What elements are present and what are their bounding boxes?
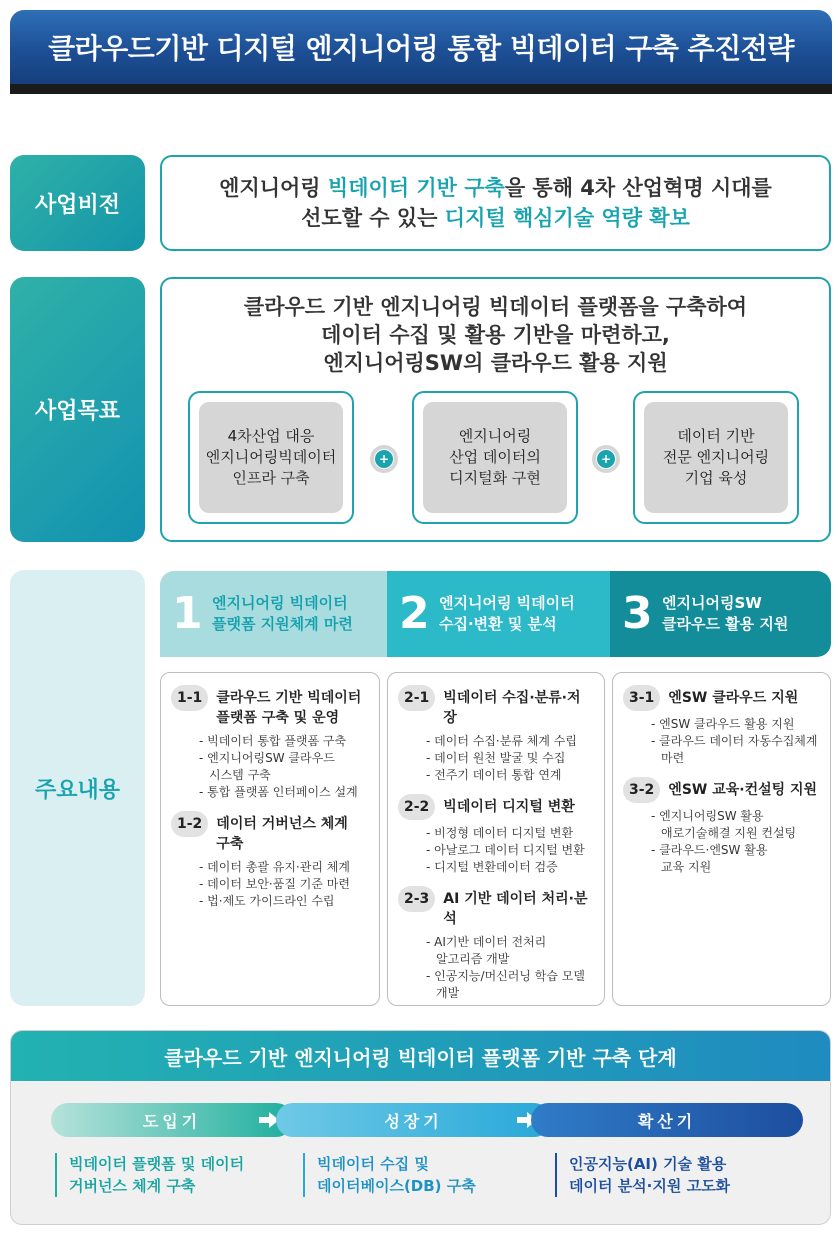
bullet-line: 전주기 데이터 통합 연계 bbox=[434, 768, 562, 782]
bullet-line: 디지털 변환데이터 검증 bbox=[434, 860, 558, 874]
item-bullets bbox=[199, 733, 369, 801]
item-title-line: AI 기반 데이터 처리·분석 bbox=[443, 891, 588, 927]
tab-number: 3 bbox=[622, 588, 653, 639]
tab-title-line: 클라우드 활용 지원 bbox=[662, 615, 789, 633]
content-item bbox=[623, 685, 820, 767]
content-item bbox=[623, 777, 820, 876]
item-title bbox=[443, 886, 594, 929]
item-bullets bbox=[426, 733, 594, 784]
content-column-1 bbox=[160, 672, 380, 1006]
bullet-line: 마련 bbox=[661, 751, 685, 765]
plus-symbol: + bbox=[375, 450, 393, 468]
phase-section bbox=[10, 1030, 831, 1225]
goal-card-line: 기업 육성 bbox=[684, 469, 748, 487]
bullet-item bbox=[426, 842, 594, 859]
bullet-line: 아날로그 데이터 디지털 변환 bbox=[434, 843, 585, 857]
goal-line: 데이터 수집 및 활용 기반을 마련하고, bbox=[321, 323, 670, 347]
content-item-head bbox=[171, 685, 369, 728]
content-column-2 bbox=[387, 672, 605, 1006]
bullet-item bbox=[651, 808, 820, 842]
bullet-line: 데이터 수집·분류 체계 수립 bbox=[434, 734, 577, 748]
bullet-item bbox=[199, 750, 369, 784]
stage-intro bbox=[51, 1103, 293, 1137]
bullet-line: 엔지니어링SW 활용 bbox=[659, 809, 764, 823]
label-vision: 사업비전 bbox=[10, 155, 145, 251]
item-title-line: 빅데이터 수집·분류·저장 bbox=[443, 690, 581, 726]
bullet-line: 클라우드·엔SW 활용 bbox=[659, 843, 768, 857]
content-item-head bbox=[623, 685, 820, 711]
item-title bbox=[668, 777, 817, 800]
vision-text: 선도할 수 있는 bbox=[301, 206, 445, 230]
bullet-line: 데이터 원천 발굴 및 수집 bbox=[434, 751, 566, 765]
content-item bbox=[171, 811, 369, 910]
tab-title-line: 엔지니어링 빅데이터 bbox=[212, 594, 348, 612]
goal-card-line: 산업 데이터의 bbox=[449, 448, 541, 466]
item-bullets bbox=[651, 716, 820, 767]
bullet-item bbox=[426, 733, 594, 750]
item-title-line: 플랫폼 구축 및 운영 bbox=[216, 710, 340, 726]
vision-line-2 bbox=[301, 203, 690, 233]
goal-card-1 bbox=[188, 391, 354, 524]
content-item bbox=[171, 685, 369, 801]
stage-desc-line: 빅데이터 수집 및 bbox=[317, 1155, 429, 1173]
item-bullets bbox=[426, 825, 594, 876]
goal-card-2 bbox=[412, 391, 578, 524]
bullet-item bbox=[426, 859, 594, 876]
item-bullets bbox=[199, 859, 369, 910]
content-item-head bbox=[171, 811, 369, 854]
bullet-line: 비정형 데이터 디지털 변환 bbox=[434, 826, 574, 840]
bullet-line: 법·제도 가이드라인 수립 bbox=[207, 894, 335, 908]
bullet-item bbox=[651, 716, 820, 733]
item-number-badge: 2-3 bbox=[398, 886, 435, 912]
goal-card-line: 데이터 기반 bbox=[677, 427, 755, 445]
tab-title bbox=[212, 593, 353, 635]
tab-title bbox=[439, 593, 575, 635]
goal-card-line: 인프라 구축 bbox=[232, 469, 310, 487]
item-title bbox=[443, 685, 594, 728]
stage-name: 성장기 bbox=[384, 1111, 443, 1131]
content-item-head bbox=[398, 886, 594, 929]
bullet-item bbox=[199, 876, 369, 893]
content-item-head bbox=[398, 794, 594, 820]
vision-highlight: 빅데이터 기반 구축 bbox=[327, 176, 505, 200]
vision-text: 을 통해 4차 산업혁명 시대를 bbox=[504, 176, 772, 200]
tab-title-line: 엔지니어링 빅데이터 bbox=[439, 594, 575, 612]
bullet-item bbox=[199, 859, 369, 876]
content-item bbox=[398, 794, 594, 876]
bullet-line: 교육 지원 bbox=[661, 860, 712, 874]
plus-icon bbox=[370, 445, 398, 473]
label-content: 주요내용 bbox=[10, 570, 145, 1006]
item-number-badge: 1-1 bbox=[171, 685, 208, 711]
item-title-line: 클라우드 기반 빅데이터 bbox=[216, 690, 362, 706]
content-item-head bbox=[398, 685, 594, 728]
content-item bbox=[398, 685, 594, 784]
bullet-line: 알고리즘 개발 bbox=[436, 952, 510, 966]
bullet-item bbox=[426, 767, 594, 784]
content-item-head bbox=[623, 777, 820, 803]
bullet-line: 빅데이터 통합 플랫폼 구축 bbox=[207, 734, 347, 748]
goal-card-inner bbox=[644, 402, 788, 513]
strategy-tab-2 bbox=[387, 571, 613, 657]
item-title-line: 구축 bbox=[216, 836, 244, 852]
goal-card-line: 4차산업 대응 bbox=[227, 427, 315, 445]
strategy-tab-3 bbox=[610, 571, 831, 657]
bullet-line: 애로기술해결 지원 컨설팅 bbox=[661, 826, 797, 840]
item-number-badge: 2-1 bbox=[398, 685, 435, 711]
bullet-line: 데이터 보안·품질 기준 마련 bbox=[207, 877, 350, 891]
bullet-line: 클라우드 데이터 자동수집체계 bbox=[659, 734, 818, 748]
content-column-3 bbox=[612, 672, 831, 1006]
stage-expansion-desc bbox=[555, 1153, 730, 1197]
goal-box bbox=[160, 277, 831, 542]
item-number-badge: 2-2 bbox=[398, 794, 435, 820]
item-number-badge: 3-1 bbox=[623, 685, 660, 711]
bullet-line: 개발 bbox=[436, 986, 460, 1000]
item-number-badge: 1-2 bbox=[171, 811, 208, 837]
goal-line: 클라우드 기반 엔지니어링 빅데이터 플랫폼을 구축하여 bbox=[243, 295, 748, 319]
goal-card-line: 디지털화 구현 bbox=[449, 469, 541, 487]
item-title-line: 빅데이터 디지털 변환 bbox=[443, 799, 575, 815]
bullet-line: 통합 플랫폼 인터페이스 설계 bbox=[207, 785, 358, 799]
bullet-line: 엔지니어링SW 클라우드 bbox=[207, 751, 335, 765]
item-bullets bbox=[651, 808, 820, 876]
bullet-line: AI기반 데이터 전처리 bbox=[434, 935, 547, 949]
vision-text: 엔지니어링 bbox=[219, 176, 328, 200]
page-title: 클라우드기반 디지털 엔지니어링 통합 빅데이터 구축 추진전략 bbox=[48, 32, 794, 65]
item-bullets bbox=[426, 934, 594, 1002]
stage-growth bbox=[276, 1103, 551, 1137]
item-title bbox=[216, 685, 361, 728]
bullet-item bbox=[199, 784, 369, 801]
item-title-line: 엔SW 교육·컨설팅 지원 bbox=[668, 782, 818, 798]
vision-highlight: 디지털 핵심기술 역량 확보 bbox=[444, 206, 690, 230]
bullet-item bbox=[651, 842, 820, 876]
stage-desc-line: 데이터베이스(DB) 구축 bbox=[317, 1177, 476, 1195]
tab-title-line: 엔지니어링SW bbox=[662, 594, 762, 612]
vision-line-1 bbox=[219, 173, 772, 203]
stage-name: 확산기 bbox=[637, 1111, 697, 1131]
goal-card-3 bbox=[633, 391, 799, 524]
bullet-line: 인공지능/머신러닝 학습 모델 bbox=[434, 969, 585, 983]
stage-expansion bbox=[531, 1103, 803, 1137]
item-title-line: 엔SW 클라우드 지원 bbox=[668, 690, 799, 706]
goal-statement bbox=[162, 293, 829, 377]
strategy-tab-1 bbox=[160, 571, 390, 657]
header-underline bbox=[10, 84, 832, 94]
tab-title bbox=[662, 593, 788, 635]
bullet-item bbox=[426, 968, 594, 1002]
goal-card-line: 엔지니어링 bbox=[458, 427, 532, 445]
goal-card-inner bbox=[423, 402, 567, 513]
bullet-item bbox=[651, 733, 820, 767]
stage-desc-line: 데이터 분석·지원 고도화 bbox=[569, 1177, 731, 1195]
item-title-line: 데이터 거버넌스 체계 bbox=[216, 816, 348, 832]
bullet-item bbox=[199, 893, 369, 910]
goal-line: 엔지니어링SW의 클라우드 활용 지원 bbox=[323, 351, 668, 375]
goal-card-line: 엔지니어링빅데이터 bbox=[205, 448, 337, 466]
bullet-line: 데이터 총괄 유지·관리 체계 bbox=[207, 860, 350, 874]
phase-title: 클라우드 기반 엔지니어링 빅데이터 플랫폼 기반 구축 단계 bbox=[11, 1031, 830, 1081]
item-number-badge: 3-2 bbox=[623, 777, 660, 803]
bullet-item bbox=[199, 733, 369, 750]
goal-card-inner bbox=[199, 402, 343, 513]
vision-box bbox=[160, 155, 831, 251]
bullet-item bbox=[426, 750, 594, 767]
bullet-line: 엔SW 클라우드 활용 지원 bbox=[659, 717, 795, 731]
bullet-item bbox=[426, 934, 594, 968]
content-item bbox=[398, 886, 594, 1002]
item-title bbox=[668, 685, 798, 708]
bullet-line: 시스템 구축 bbox=[209, 768, 271, 782]
page-header bbox=[10, 10, 832, 84]
item-title bbox=[216, 811, 347, 854]
stage-desc-line: 거버넌스 체계 구축 bbox=[69, 1177, 196, 1195]
stage-growth-desc bbox=[303, 1153, 476, 1197]
tab-number: 1 bbox=[172, 588, 203, 639]
bullet-item bbox=[426, 825, 594, 842]
label-goal: 사업목표 bbox=[10, 277, 145, 542]
plus-symbol: + bbox=[597, 450, 615, 468]
tab-number: 2 bbox=[399, 588, 430, 639]
stage-name: 도입기 bbox=[142, 1111, 202, 1131]
plus-icon bbox=[592, 445, 620, 473]
tab-title-line: 수집·변환 및 분석 bbox=[439, 615, 557, 633]
tab-title-line: 플랫폼 지원체계 마련 bbox=[212, 615, 353, 633]
stage-intro-desc bbox=[55, 1153, 244, 1197]
stage-desc-line: 빅데이터 플랫폼 및 데이터 bbox=[69, 1155, 245, 1173]
goal-card-line: 전문 엔지니어링 bbox=[662, 448, 770, 466]
item-title bbox=[443, 794, 574, 817]
stage-desc-line: 인공지능(AI) 기술 활용 bbox=[569, 1155, 727, 1173]
